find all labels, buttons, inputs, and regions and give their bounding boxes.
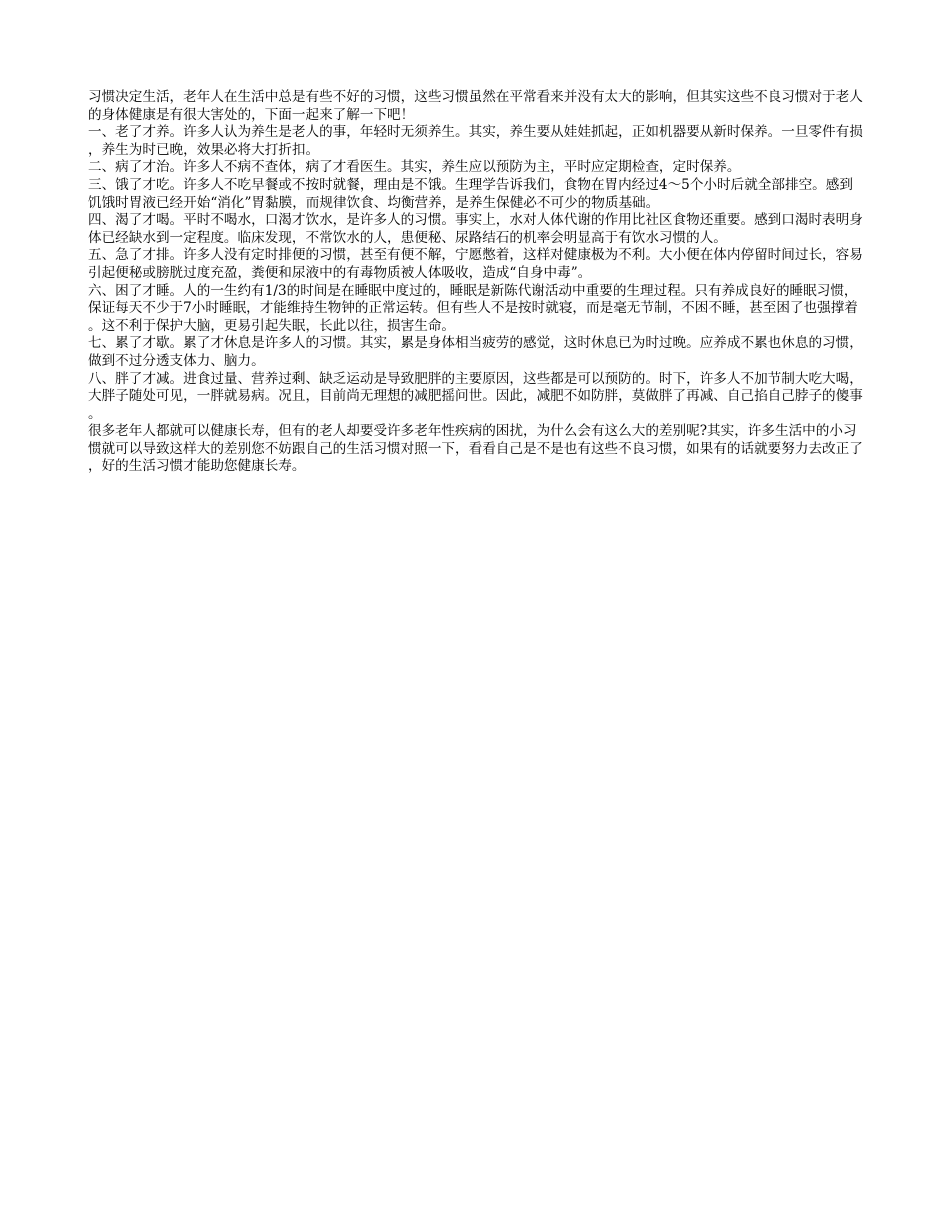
document-body: [88, 89, 863, 476]
habit-paragraph-7: 七、累了才歇。累了才休息是许多人的习惯。其实，累是身体相当疲劳的感觉，这时休息已为时过晚。应养成不累也休息的习惯，做到不过分透支体力、脑力。: [88, 335, 863, 369]
habit-paragraph-2: 二、病了才治。许多人不病不查体，病了才看医生。其实，养生应以预防为主，平时应定期检查，定时保养。: [88, 159, 741, 176]
habit-paragraph-3: 三、饿了才吃。许多人不吃早餐或不按时就餐，理由是不饿。生理学告诉我们，食物在胃内经过4～5个小时后就全部排空。感到饥饿时胃液已经开始“消化”胃黏膜，而规律饮食、均衡营养，是养生保健必不可少的物质基础。: [88, 176, 853, 211]
habit-paragraph-4: 四、渴了才喝。平时不喝水，口渴才饮水，是许多人的习惯。事实上，水对人体代谢的作用比社区食物还重要。感到口渴时表明身体已经缺水到一定程度。临床发现，不常饮水的人，患便秘、尿路结石的机率会明显高于有饮水习惯的人。: [88, 212, 863, 246]
intro-paragraph: 习惯决定生活，老年人在生活中总是有些不好的习惯，这些习惯虽然在平常看来并没有太大的影响，但其实这些不良习惯对于老人的身体健康是有很大害处的，下面一起来了解一下吧！: [88, 89, 863, 123]
habit-paragraph-8: 八、胖了才减。进食过量、营养过剩、缺乏运动是导致肥胖的主要原因，这些都是可以预防的。时下，许多人不加节制大吃大喝，大胖子随处可见，一胖就易病。况且，目前尚无理想的减肥摇问世。因此，减肥不如防胖，莫做胖了再减、自己掐自己脖子的傻事。: [88, 370, 863, 422]
conclusion-paragraph: 很多老年人都就可以健康长寿，但有的老人却要受许多老年性疾病的困扰，为什么会有这么大的差别呢?其实，许多生活中的小习惯就可以导致这样大的差别您不妨跟自己的生活习惯对照一下，看看自己是不是也有这些不良习惯，如果有的话就要努力去改正了，好的生活习惯才能助您健康长寿。: [88, 423, 863, 475]
habit-paragraph-6: 六、困了才睡。人的一生约有1/3的时间是在睡眠中度过的，睡眠是新陈代谢活动中重要的生理过程。只有养成良好的睡眠习惯，保证每天不少于7小时睡眠，才能维持生物钟的正常运转。但有些人不是按时就寝，而是毫无节制，不困不睡，甚至困了也强撑着。这不利于保护大脑，更易引起失眠，长此以往，损害生命。: [88, 282, 858, 334]
habit-paragraph-5: 五、急了才排。许多人没有定时排便的习惯，甚至有便不解，宁愿憋着，这样对健康极为不利。大小便在体内停留时间过长，容易引起便秘或膀胱过度充盈，粪便和尿液中的有毒物质被人体吸收，造成“自身中毒”。: [88, 247, 863, 281]
habit-paragraph-1: 一、老了才养。许多人认为养生是老人的事，年轻时无须养生。其实，养生要从娃娃抓起，正如机器要从新时保养。一旦零件有损，养生为时已晚，效果必将大打折扣。: [88, 124, 863, 158]
